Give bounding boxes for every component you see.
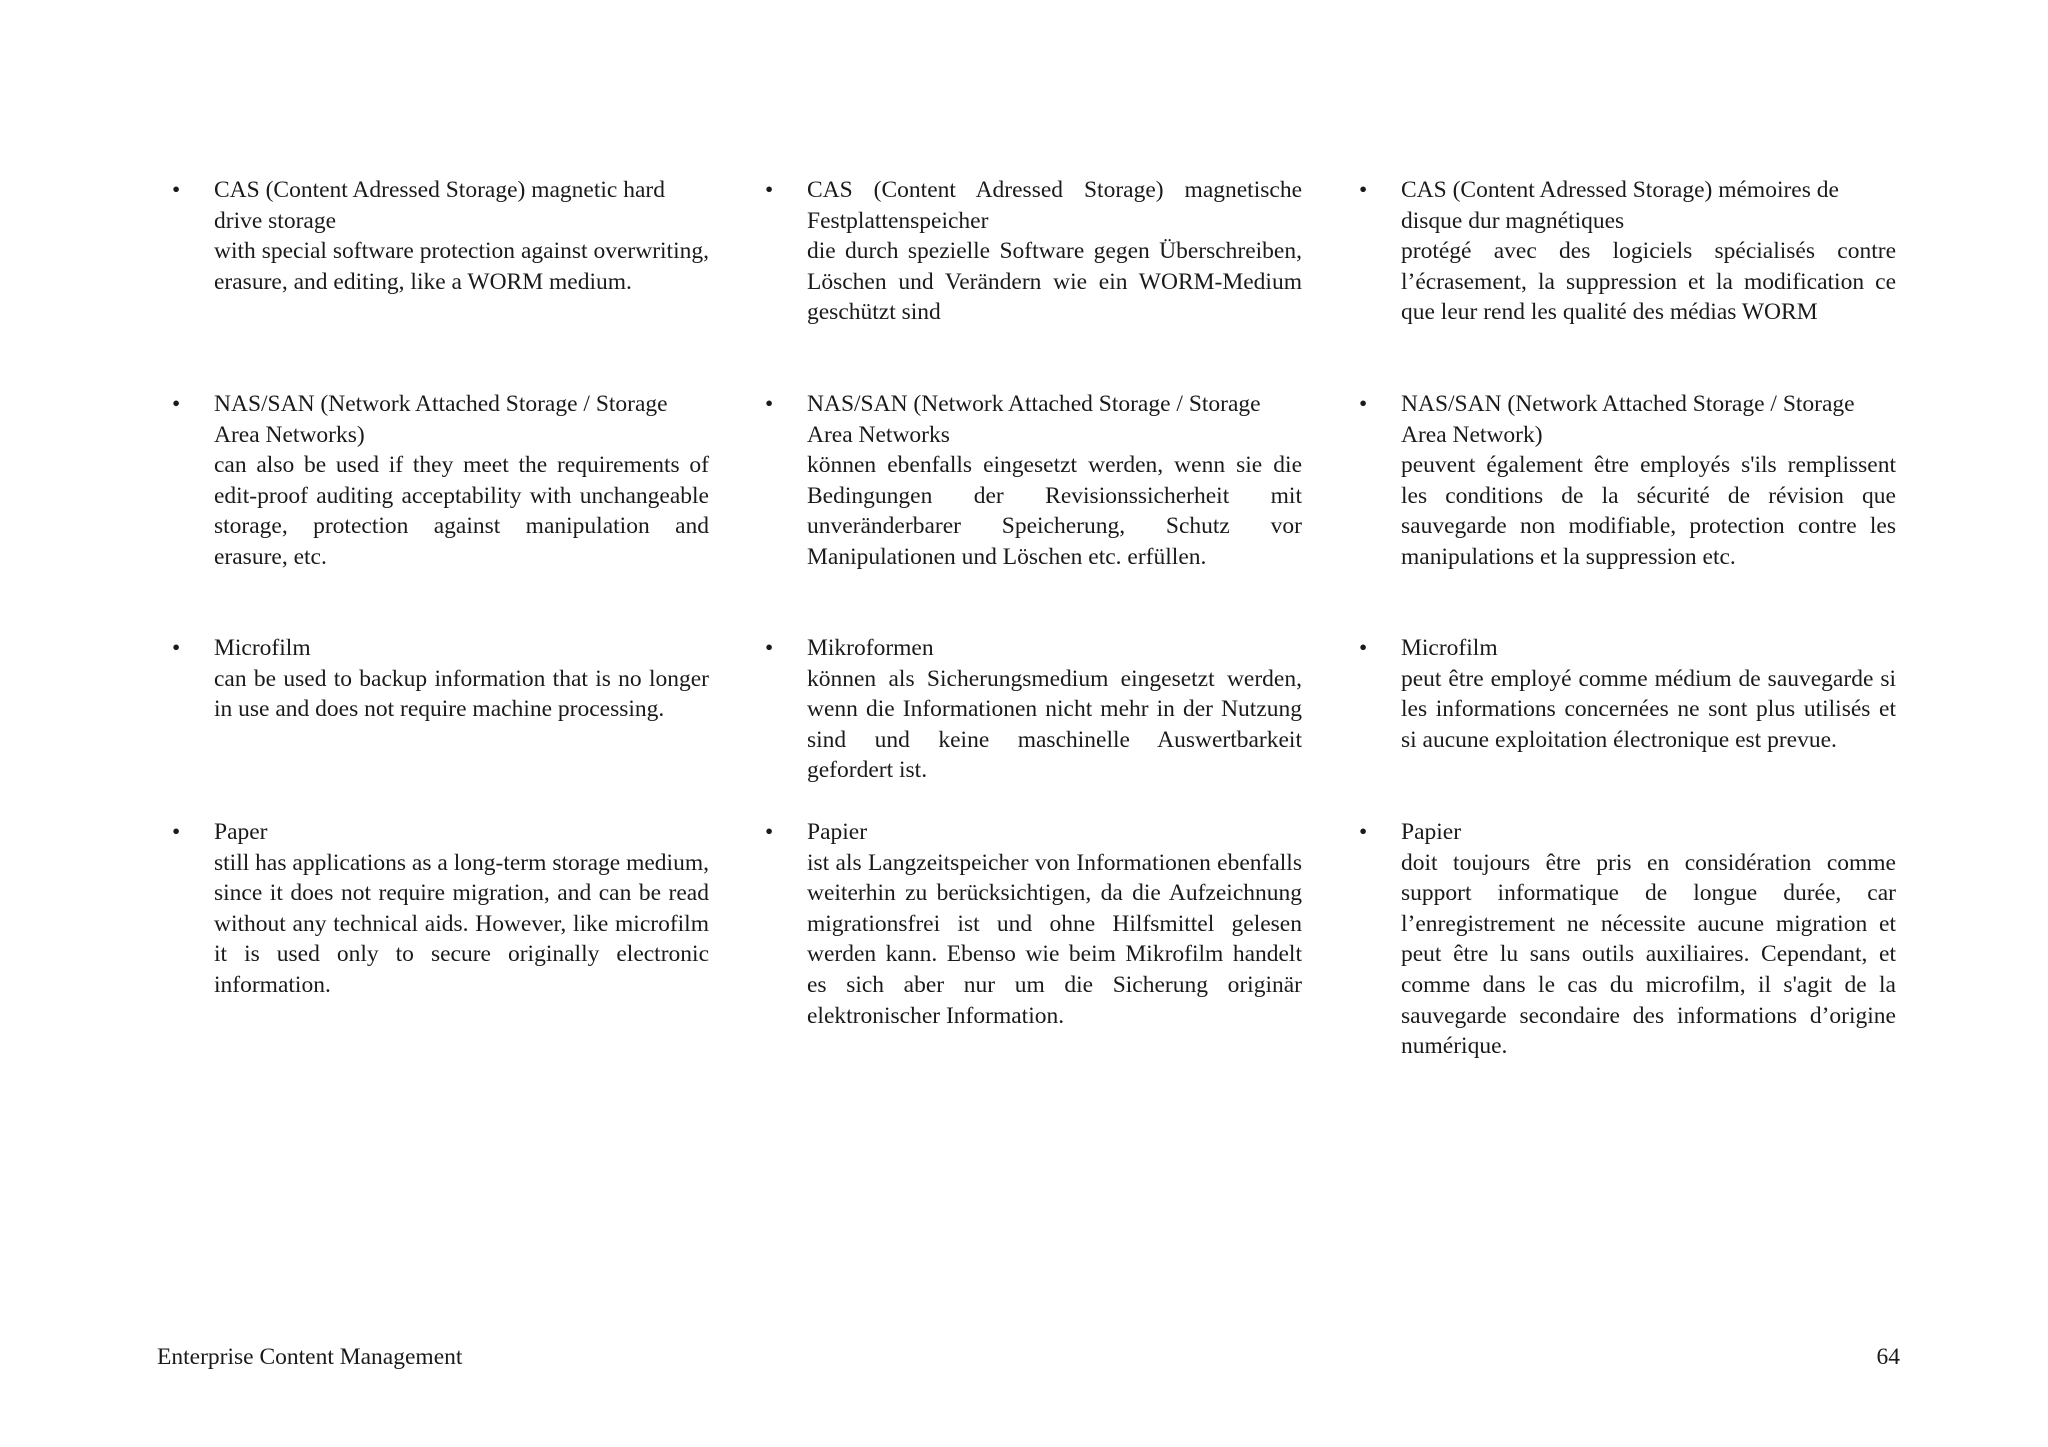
list-item <box>765 389 1302 573</box>
list-item <box>172 633 709 725</box>
entry-description: doit toujours être pris en considération comme support informatique de longue durée, car l’enregistrement ne nécessite aucune migration et peut être lu sans outils auxiliaires. Cependant, et comme dans le cas du microfilm, il s'agit de la sauvegarde secondaire des informations d’origine numérique. <box>1401 849 1896 1060</box>
entry-description: can also be used if they meet the requirements of edit-proof auditing acceptability with unchangeable storage, protection against manipulation and erasure, etc. <box>214 452 709 570</box>
list-item <box>765 633 1302 786</box>
entry-term: Papier <box>1401 819 1462 845</box>
bullet-icon: • <box>172 635 181 661</box>
bullet-icon: • <box>172 177 181 203</box>
bullet-icon: • <box>765 635 774 661</box>
entry-term: NAS/SAN (Network Attached Storage / Storage Area Networks <box>807 391 1261 448</box>
list-item <box>765 817 1302 1031</box>
entry-term: NAS/SAN (Network Attached Storage / Storage Area Networks) <box>214 391 668 448</box>
list-item <box>172 817 709 1001</box>
entry-term: Paper <box>214 819 268 845</box>
entry-term: CAS (Content Adressed Storage) mémoires de disque dur magnétiques <box>1401 177 1839 234</box>
footer-title: Enterprise Content Management <box>157 1344 463 1370</box>
entry-description: peuvent également être employés s'ils remplissent les conditions de la sécurité de révision que sauvegarde non modifiable, protection contre les manipulations et la suppression etc. <box>1401 452 1896 570</box>
list-item <box>1359 633 1896 755</box>
bullet-icon: • <box>172 391 181 417</box>
entry-description: können als Sicherungsmedium eingesetzt werden, wenn die Informationen nicht mehr in der Nutzung sind und keine maschinelle Auswertbarkeit gefordert ist. <box>807 665 1302 784</box>
entry-description: still has applications as a long-term storage medium, since it does not require migration, and can be read without any technical aids. However, like microfilm it is used only to secure originally electronic information. <box>214 849 709 998</box>
bullet-icon: • <box>765 391 774 417</box>
entry-description: können ebenfalls eingesetzt werden, wenn sie die Bedingungen der Revisionssicherheit mit unveränderbarer Speicherung, Schutz vor Manipulationen und Löschen etc. erfüllen. <box>807 452 1302 570</box>
entry-term: CAS (Content Adressed Storage) magnetische Festplattenspeicher <box>807 177 1302 234</box>
entry-term: Microfilm <box>1401 635 1498 661</box>
list-item <box>765 175 1302 328</box>
entry-term: CAS (Content Adressed Storage) magnetic hard drive storage <box>214 177 665 234</box>
entry-term: Papier <box>807 819 868 845</box>
bullet-icon: • <box>765 177 774 203</box>
page-number: 64 <box>1876 1344 1900 1370</box>
entry-term: Microfilm <box>214 635 311 661</box>
entry-term: NAS/SAN (Network Attached Storage / Storage Area Network) <box>1401 391 1855 448</box>
entry-description: die durch spezielle Software gegen Überschreiben, Löschen und Verändern wie ein WORM-Medium geschützt sind <box>807 238 1302 326</box>
bullet-icon: • <box>765 819 774 845</box>
entry-description: with special software protection against overwriting, erasure, and editing, like a WORM medium. <box>214 238 709 295</box>
list-item <box>1359 817 1896 1062</box>
bullet-icon: • <box>172 819 181 845</box>
list-item <box>1359 389 1896 573</box>
entry-description: protégé avec des logiciels spécialisés contre l’écrasement, la suppression et la modification ce que leur rend les qualité des médias WORM <box>1401 238 1896 326</box>
entry-term: Mikroformen <box>807 635 934 661</box>
list-item <box>172 175 709 297</box>
entry-description: peut être employé comme médium de sauvegarde si les informations concernées ne sont plus utilisés et si aucune exploitation électronique est prevue. <box>1401 665 1896 753</box>
entry-description: can be used to backup information that is no longer in use and does not require machine processing. <box>214 665 709 723</box>
bullet-icon: • <box>1359 177 1368 203</box>
bullet-icon: • <box>1359 819 1368 845</box>
bullet-icon: • <box>1359 635 1368 661</box>
bullet-icon: • <box>1359 391 1368 417</box>
entry-description: ist als Langzeitspeicher von Informationen ebenfalls weiterhin zu berücksichtigen, da die Aufzeichnung migrationsfrei ist und ohne Hilfsmittel gelesen werden kann. Ebenso wie beim Mikrofilm handelt es sich aber nur um die Sicherung originär elektronischer Information. <box>807 849 1302 1029</box>
list-item <box>172 389 709 573</box>
list-item <box>1359 175 1896 328</box>
